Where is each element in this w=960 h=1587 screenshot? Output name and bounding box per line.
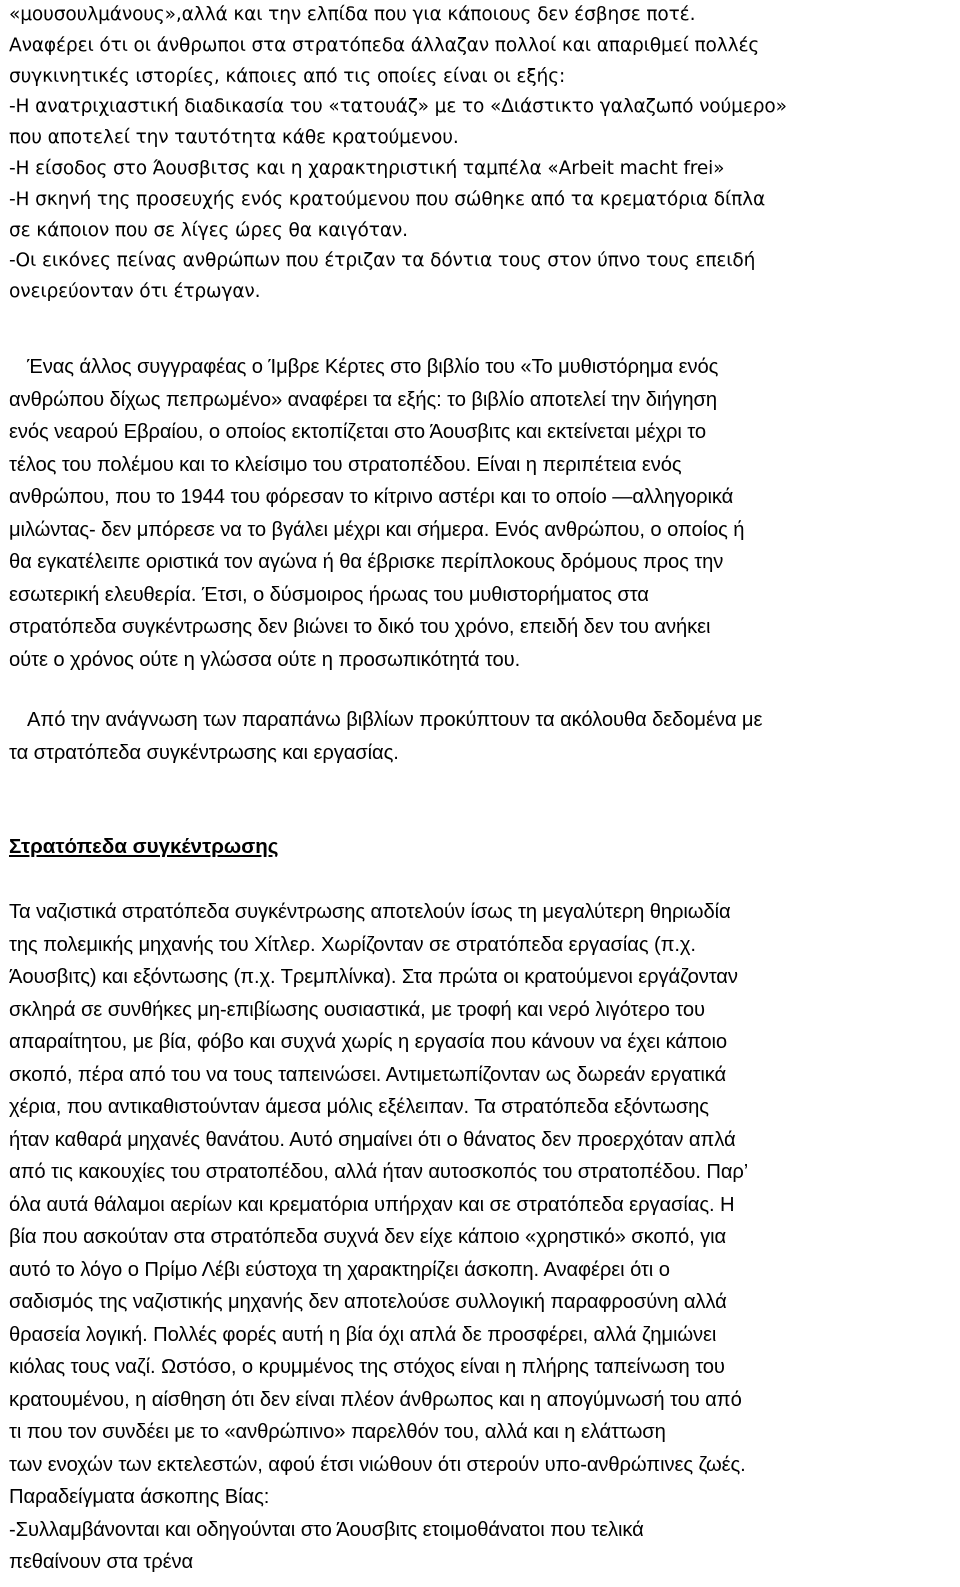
paragraph-camp-stories: «μουσουλμάνους»,αλλά και την ελπίδα που για κάποιους δεν έσβησε ποτέ. Αναφέρει ότι οι άνθρωποι στα στρατόπεδα άλλαζαν πολλοί και απαριθμεί πολλές συγκινητικές ιστορίες, κάποιες από τις οποίες είναι οι εξής: -Η ανατριχιαστική διαδικασία του «τατουάζ» με το «Διάστικτο γαλαζωπό νούμερο» που αποτελεί την ταυτότητα κάθε κρατούμενου. -Η είσοδος στο Άουσβιτσς και η χαρακτηριστική ταμπέλα «Arbeit macht frei» -Η σκηνή της προσευχής ενός κρατούμενου που σώθηκε από τα κρεματόρια δίπλα σε κάποιον που σε λίγες ώρες θα καιγόταν. -Οι εικόνες πείνας ανθρώπων που έτριζαν τα δόντια τους στον ύπνο τους επειδή ονειρεύονταν ότι έτρωγαν. <box>9 4 787 303</box>
paragraph-kertesz-novel: Ένας άλλος συγγραφέας ο Ίμβρε Κέρτες στο βιβλίο του «Το μυθιστόρημα ενός ανθρώπου δίχως πεπρωμένο» αναφέρει τα εξής: το βιβλίο αποτελεί την διήγηση ενός νεαρού Εβραίου, ο οποίος εκτοπίζεται στο Άουσβιτς και εκτείνεται μέχρι το τέλος του πολέμου και το κλείσιμο του στρατοπέδου. Είναι η περιπέτεια ενός ανθρώπου, που το 1944 του φόρεσαν το κίτρινο αστέρι και το οποίο —αλληγορικά μιλώντας- δεν μπόρεσε να το βγάλει μέχρι και σήμερα. Ενός ανθρώπου, ο οποίος ή θα εγκατέλειπε οριστικά τον αγώνα ή θα έβρισκε περίπλοκους δρόμους προς την εσωτερική ελευθερία. Έτσι, ο δύσμοιρος ήρωας του μυθιστορήματος στα στρατόπεδα συγκέντρωσης δεν βιώνει το δικό του χρόνο, επειδή δεν του ανήκει ούτε ο χρόνος ούτε η γλώσσα ούτε η προσωπικότητά του. <box>9 356 745 671</box>
paragraph-concentration-camps: Τα ναζιστικά στρατόπεδα συγκέντρωσης αποτελούν ίσως τη μεγαλύτερη θηριωδία της πολεμικής μηχανής του Χίτλερ. Χωρίζονταν σε στρατόπεδα εργασίας (π.χ. Άουσβιτς) και εξόντωσης (π.χ. Τρεμπλίνκα). Στα πρώτα οι κρατούμενοι εργάζονταν σκληρά σε συνθήκες μη-επιβίωσης ουσιαστικά, με τροφή και νερό λιγότερο του απαραίτητου, με βία, φόβο και συχνά χωρίς η εργασία που κάνουν να έχει κάποιο σκοπό, πέρα από του να τους ταπεινώσει. Αντιμετωπίζονταν ως δωρεάν εργατικά χέρια, που αντικαθιστούνταν άμεσα μόλις εξέλειπαν. Τα στρατόπεδα εξόντωσης ήταν καθαρά μηχανές θανάτου. Αυτό σημαίνει ότι ο θάνατος δεν προερχόταν απλά από τις κακουχίες του στρατοπέδου, αλλά ήταν αυτοσκοπός του στρατοπέδου. Παρ’ όλα αυτά θάλαμοι αερίων και κρεματόρια υπήρχαν και σε στρατόπεδα εργασίας. Η βία που ασκούταν στα στρατόπεδα συχνά δεν είχε κάποιο «χρηστικό» σκοπό, για αυτό το λόγο ο Πρίμο Λέβι εύστοχα τη χαρακτηρίζει άσκοπη. Αναφέρει ότι ο σαδισμός της ναζιστικής μηχανής δεν αποτελούσε συλλογική παραφροσύνη αλλά θρασεία λογική. Πολλές φορές αυτή η βία όχι απλά δε προσφέρει, αλλά ζημιώνει κιόλας τους ναζί. Ωστόσο, ο κρυμμένος της στόχος είναι η πλήρης ταπείνωση του κρατουμένου, η αίσθηση ότι δεν είναι πλέον άνθρωπος και η απογύμνωσή του από τι που τον συνδέει με το «ανθρώπινο» παρελθόν του, αλλά και η ελάττωση των ενοχών των εκτελεστών, αφού έτσι νιώθουν ότι στερούν υπο-ανθρώπινες ζωές. Παραδείγματα άσκοπης Βίας: -Συλλαμβάνονται και οδηγούνται στο Άουσβιτς ετοιμοθάνατοι που τελικά πεθαίνουν στα τρένα <box>9 901 749 1573</box>
section-heading: Στρατόπεδα συγκέντρωσης <box>9 835 279 858</box>
paragraph-conclusions: Από την ανάγνωση των παραπάνω βιβλίων προκύπτουν τα ακόλουθα δεδομένα με τα στρατόπεδα συγκέντρωσης και εργασίας. <box>9 709 763 764</box>
